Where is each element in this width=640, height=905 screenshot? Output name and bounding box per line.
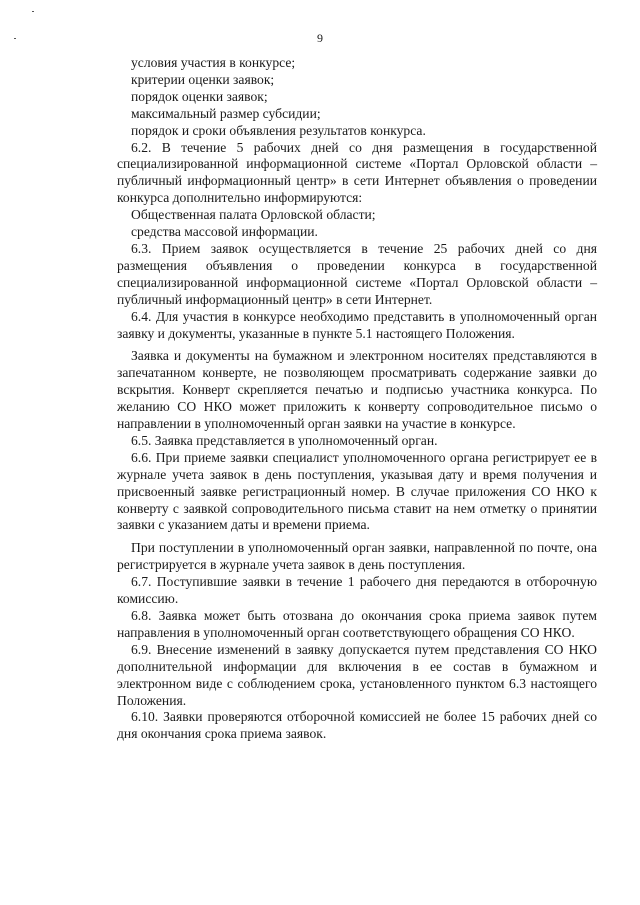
clause-paragraph: При поступлении в уполномоченный орган заявки, направленной по почте, она регистрируется в журнале учета заявок в день поступления.	[117, 540, 597, 573]
clause-paragraph: 6.2. В течение 5 рабочих дней со дня размещения в государственной специализированной информационной системе «Портал Орловской области – публичный информационный центр» в сети Интернет объявления о проведении конкурса дополнительно информируются:	[117, 139, 597, 206]
list-item: критерии оценки заявок;	[131, 71, 275, 87]
list-item: Общественная палата Орловской области;	[131, 207, 376, 223]
clause-paragraph: 6.3. Прием заявок осуществляется в течение 25 рабочих дней со дня размещения объявления о проведении конкурса в государственной специализированной информационной системе «Портал Орловской области – публичный информационный центр» в сети Интернет.	[117, 240, 597, 307]
clause-paragraph: 6.4. Для участия в конкурсе необходимо представить в уполномоченный орган заявку и документы, указанные в пункте 5.1 настоящего Положения.	[117, 308, 597, 341]
scan-speck	[32, 11, 34, 12]
list-item: порядок и сроки объявления результатов конкурса.	[131, 122, 426, 138]
clause-paragraph: 6.7. Поступившие заявки в течение 1 рабочего дня передаются в отборочную комиссию.	[117, 574, 597, 607]
list-item: порядок оценки заявок;	[131, 88, 268, 104]
list-item: условия участия в конкурсе;	[131, 55, 296, 70]
clause-paragraph: 6.5. Заявка представляется в уполномоченный орган.	[131, 432, 438, 448]
clause-paragraph: 6.8. Заявка может быть отозвана до окончания срока приема заявок путем направления в уполномоченный орган соответствующего обращения СО НКО.	[117, 608, 597, 640]
clause-paragraph: 6.6. При приеме заявки специалист уполномоченного органа регистрирует ее в журнале учета заявок в день поступления, указывая дату и время получения и присвоенный заявке регистрационный номер. В случае приложения СО НКО к конверту с заявкой сопроводительного письма ставит на нем отметку о принятии заявки с указанием даты и времени приема.	[117, 449, 597, 533]
clause-paragraph: 6.10. Заявки проверяются отборочной комиссией не более 15 рабочих дней со дня окончания срока приема заявок.	[117, 709, 597, 742]
list-item: средства массовой информации.	[131, 224, 318, 240]
clause-paragraph: Заявка и документы на бумажном и электронном носителях представляются в запечатанном конверте, не позволяющем просматривать содержание заявки до вскрытия. Конверт скрепляется печатью и подписью участника конкурса. По желанию СО НКО может приложить к конверту сопроводительное письмо о направлении в уполномоченный орган заявки на участие в конкурсе.	[117, 348, 597, 432]
page-number: 9	[317, 31, 323, 45]
list-item: максимальный размер субсидии;	[131, 105, 321, 121]
document-body	[117, 55, 597, 743]
clause-paragraph: 6.9. Внесение изменений в заявку допускается путем представления СО НКО дополнительной информации для включения в ее состав в бумажном и электронном виде с соблюдением срока, установленного пунктом 6.3 настоящего Положения.	[117, 641, 597, 708]
